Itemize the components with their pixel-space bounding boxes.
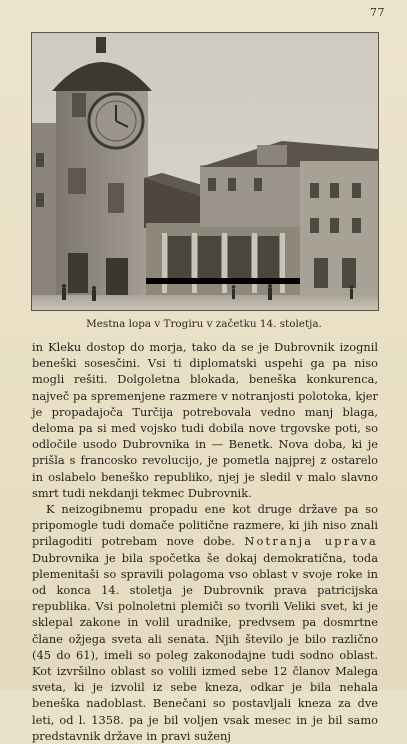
paragraph-2-start: K neizogibnemu propadu ene kot druge države pa so pripomogle tudi domače politične razmere, ki jih niso znali prilagoditi potrebam nove dobe.: [32, 502, 378, 549]
emphasized-term: Notranja uprava: [244, 534, 379, 549]
figure-caption: Mestna lopa v Trogiru v začetku 14. stoletja.: [86, 318, 322, 330]
photo-illustration: [32, 33, 378, 310]
photograph-trogir-loggia: [31, 32, 379, 311]
page-number: 77: [370, 6, 385, 19]
paragraph-2: [32, 501, 378, 744]
body-text: [32, 339, 378, 744]
paragraph-2-rest: Dubrovnika je bila spočetka še dokaj demokratična, toda plemenitaši so spravili polagoma vso oblast v svoje roke in od konca 14. stoletja je Dubrovnik prava patricijska republika. Vsi polnoletni plemiči so tvorili Veliki svet, ki je sklepal zakone in volil uradnike, predvsem pa dosmrtne člane ožjega sveta ali senata. Njih število je bilo različno (45 do 61), imeli so poleg zakonodajne tudi sodno oblast. Kot izvršilno oblast so volili izmed sebe 12 članov Malega sveta, ki je izvolil iz sebe kneza, odkar je bila nehala beneška nadoblast. Benečani so postavljali kneza za dve leti, od l. 1358. pa je bil voljen vsak mesec in je bil samo predstavnik države in pravi suženj: [32, 550, 378, 743]
paragraph-1: in Klеku dostop do morja, tako da se je Dubrovnik izognil beneški sosesčini. Vsi ti diplomatski uspehi ga pa niso mogli rešiti. Dolgoletna blokada, beneška konkurenca, največ pa spremenjene razmere v notranjosti polotoka, kjer je propadajoča Turčija potrebovala vedno manj blaga, deloma pa si med vojsko tudi dobila nove trgovske poti, so odločile usodo Dubrovnika in — Benetk. Nova doba, ki je prišla s francosko revolucijo, je pometla najprej z ostarelo in oslabelo beneško republiko, njej je sledil v malo slavno smrt tudi nekdanji tekmec Dubrovnik.: [32, 340, 378, 500]
